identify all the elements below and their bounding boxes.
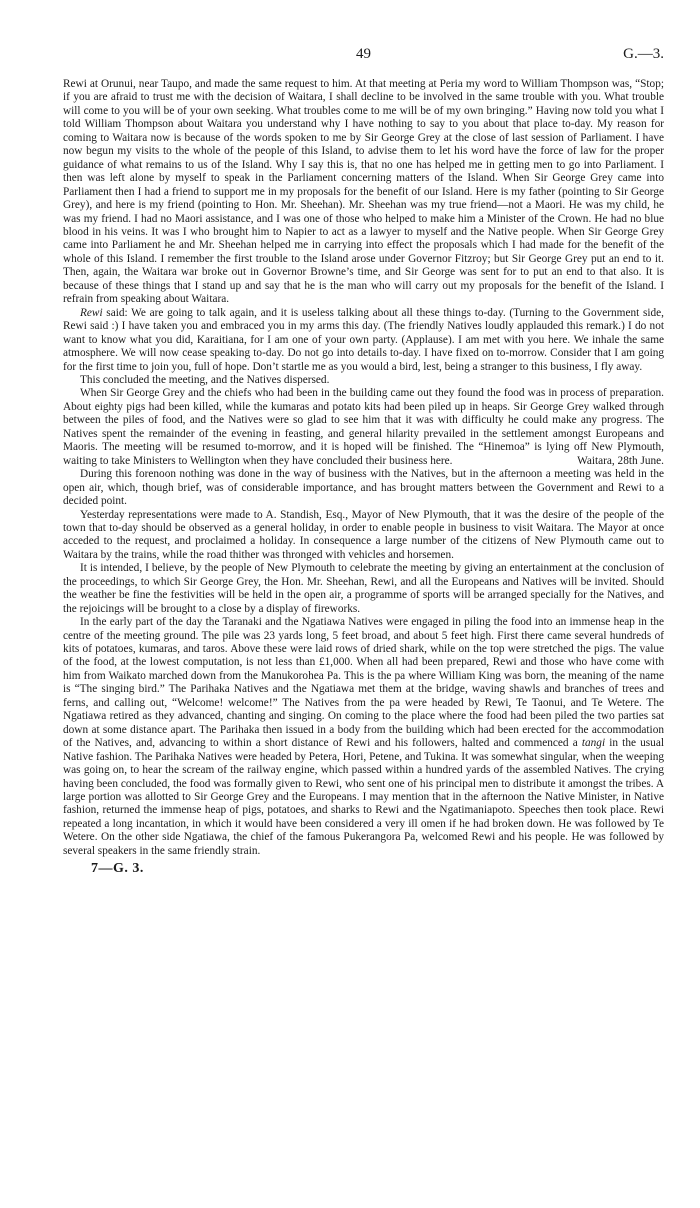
body-text (63, 78, 664, 858)
paragraph-food-heap (63, 616, 664, 858)
paragraph-rewi-said (63, 307, 664, 374)
paragraph-food-heap-text-a: In the early part of the day the Taranaki and the Ngatiawa Natives were engaged in piling the food into an immense heap in the centre of the meeting ground. The pile was 23 yards long, 5 feet broad, and about 5 feet high. First there came several hundreds of kits of potatoes, kumaras, and taros. Above these were laid rows of dried shark, while on the top were stretched the pigs. The value of the food, at the lowest computation, is not less than £1,000. When all had been prepared, Rewi and those who have come with him from Waikato marched down from the Manukorohea Pa. This is the pa where William King was born, the meaning of the name is “The singing bird.” The Parihaka Natives and the Ngatiawa met them at the bridge, waving shawls and branches of trees and ferns, and calling out, “Welcome! welcome!” The Natives from the pa were headed by Rewi, Te Taonui, and Te Wetere. The Ngatiawa retired as they advanced, chanting and singing. On coming to the place where the food had been piled the two parties sat down at some distance apart. The Parihaka then issued in a body from the building which had been erected for the accommodation of the Natives, and, advancing to within a short distance of Rewi and his followers, halted and commenced a (63, 616, 664, 750)
paragraph-entertainment: It is intended, I believe, by the people of New Plymouth to celebrate the meeting by giving an entertainment at the conclusion of the proceedings, to which Sir George Grey, the Hon. Mr. Sheehan, Rewi, and all the Europeans and Natives will be invited. Should the weather be fine the festivities will be held in the open air, a programme of sports will be arranged specially for the Natives, and the rejoicings will be brought to a close by a display of fireworks. (63, 562, 664, 615)
tangi-term: tangi (581, 737, 606, 750)
paragraph-food-preparation (63, 387, 664, 468)
paragraph-meeting-concluded: This concluded the meeting, and the Natives dispersed. (80, 373, 330, 386)
paragraph-holiday: Yesterday representations were made to A. Standish, Esq., Mayor of New Plymouth, that it was the desire of the people of the town that to-day should be observed as a general holiday, in order to enable people in business to visit Waitara. The Mayor at once acceded to the request, and proclaimed a holiday. In consequence a large number of the citizens of New Plymouth came out to Waitara by the trains, while the road thither was thronged with vehicles and horsemen. (63, 508, 664, 561)
speaker-name: Rewi (80, 306, 103, 319)
paragraph-food-preparation-text: When Sir George Grey and the chiefs who had been in the building came out they found the food was in process of preparation. About eighty pigs had been killed, while the kumaras and potato kits had been piled up in heaps. Sir George Grey walked through between the piles of food, and the Natives were so glad to see him that it was with difficulty he could make any progress. The Natives spent the remainder of the evening in feasting, and general hilarity prevailed in the settlement amongst Europeans and Maoris. The meeting will be resumed to-morrow, and it is hoped will be finished. The “Hinemoa” is lying off New Plymouth, waiting to take Ministers to Wellington when they have concluded their business here. (63, 387, 664, 467)
series-code: G.—3. (623, 46, 664, 62)
paragraph-rewi-said-text: said: We are going to talk again, and it is useless talking about all these things to-day. (Turning to the Government side, Rewi said :) I have taken you and embraced you in my arms this day. (The friendly Natives loudly applauded this remark.) I do not want to know what you did, Karaitiana, for I am one of your own party. (Applause). I am met with you here. We inhale the same atmosphere. We will now cease speaking to-day. Do not go into details to-day. I have fixed on to-morrow. Consider that I am going for the first time to join you, full of hope. Don’t startle me as you would a bird, lest, being a stranger to this business, I fly away. (63, 306, 664, 373)
paragraph-rewi-speech-continued: Rewi at Orunui, near Taupo, and made the same request to him. At that meeting at Peria my word to William Thompson was, “Stop; if you are afraid to trust me with the decision of Waitara, I shall decline to be involved in the same trouble with you. What trouble will come to you will be of your own seeking. What troubles come to me will be of my own bringing.” Having now told you what I told William Thompson about Waitara you understand why I have nothing to say to you about that place to-day. My reason for coming to Waitara now is because of the words spoken to me by Sir George Grey at the close of last session of Parliament. I have now begun my visits to the whole of the people of this Island, to advise them to let his word have the force of law for the proper guidance of what remains to us of the Island. Why I say this is, that no one has helped me in getting men to go into Parliament. I then was left alone by myself to speak in the Parliament concerning matters of the Island. When Sir George Grey came into Parliament then I had a friend to support me in my proposals for the benefit of our Island. Here is my father (pointing to Sir George Grey), and here is my friend (pointing to Hon. Mr. Sheehan). Mr. Sheehan was my true friend—not a Maori. He was my child, he was my friend. I had no Maori assistance, and I was one of those who helped to make him a Minister of the Crown. He had no blue blood in his veins. It was I who brought him to Napier to act as a lawyer to myself and the Native people. When Sir George Grey came into Parliament he and Mr. Sheehan helped me in carrying into effect the proposals which I had made for the benefit of the whole of this Island. I remember the first trouble to the Island arose under Governor Fitzroy; but Sir George Grey put an end to it. Then, again, the Waitara war broke out in Governor Browne’s time, and Sir George was sent for to put an end to that also. It is because of these things that I stand up and say that he is the man who will carry out my proposals for the benefit of the Island. I refrain from speaking about Waitara. (63, 78, 664, 306)
footer-signature-mark: 7—G. 3. (91, 861, 144, 877)
paragraph-forenoon: During this forenoon nothing was done in the way of business with the Natives, but in the afternoon a meeting was held in the open air, which, though brief, was of considerable importance, and has brought matters between the Government and Rewi to a decided point. (63, 468, 664, 508)
paragraph-food-heap-text-b: in the usual Native fashion. The Parihaka Natives were headed by Petera, Hori, Petene, and Tukina. It was somewhat singular, when the weeping was going on, to hear the scream of the railway engine, which passed within a hundred yards of the assembled Natives. The crying having been concluded, the food was formally given to Rewi, who sent one of his principal men to distribute it amongst the tribes. A large portion was allotted to Sir George Grey and the Europeans. I may mention that in the afternoon the Native Minister, in Native fashion, returned the immense heap of pigs, potatoes, and sharks to Rewi and the Ngatimaniapoto. Speeches then took place. Rewi repeated a long incantation, in which it would have been considered a very ill omen if he had broken down. He was followed by Te Wetere. On the other side Ngatiawa, the chief of the famous Pukerangora Pa, welcomed Rewi and his people. He was followed by several speakers in the same friendly strain. (63, 737, 664, 857)
dateline: Waitara, 28th June. (577, 454, 664, 467)
page-header (63, 46, 664, 78)
page-number: 49 (356, 46, 371, 62)
